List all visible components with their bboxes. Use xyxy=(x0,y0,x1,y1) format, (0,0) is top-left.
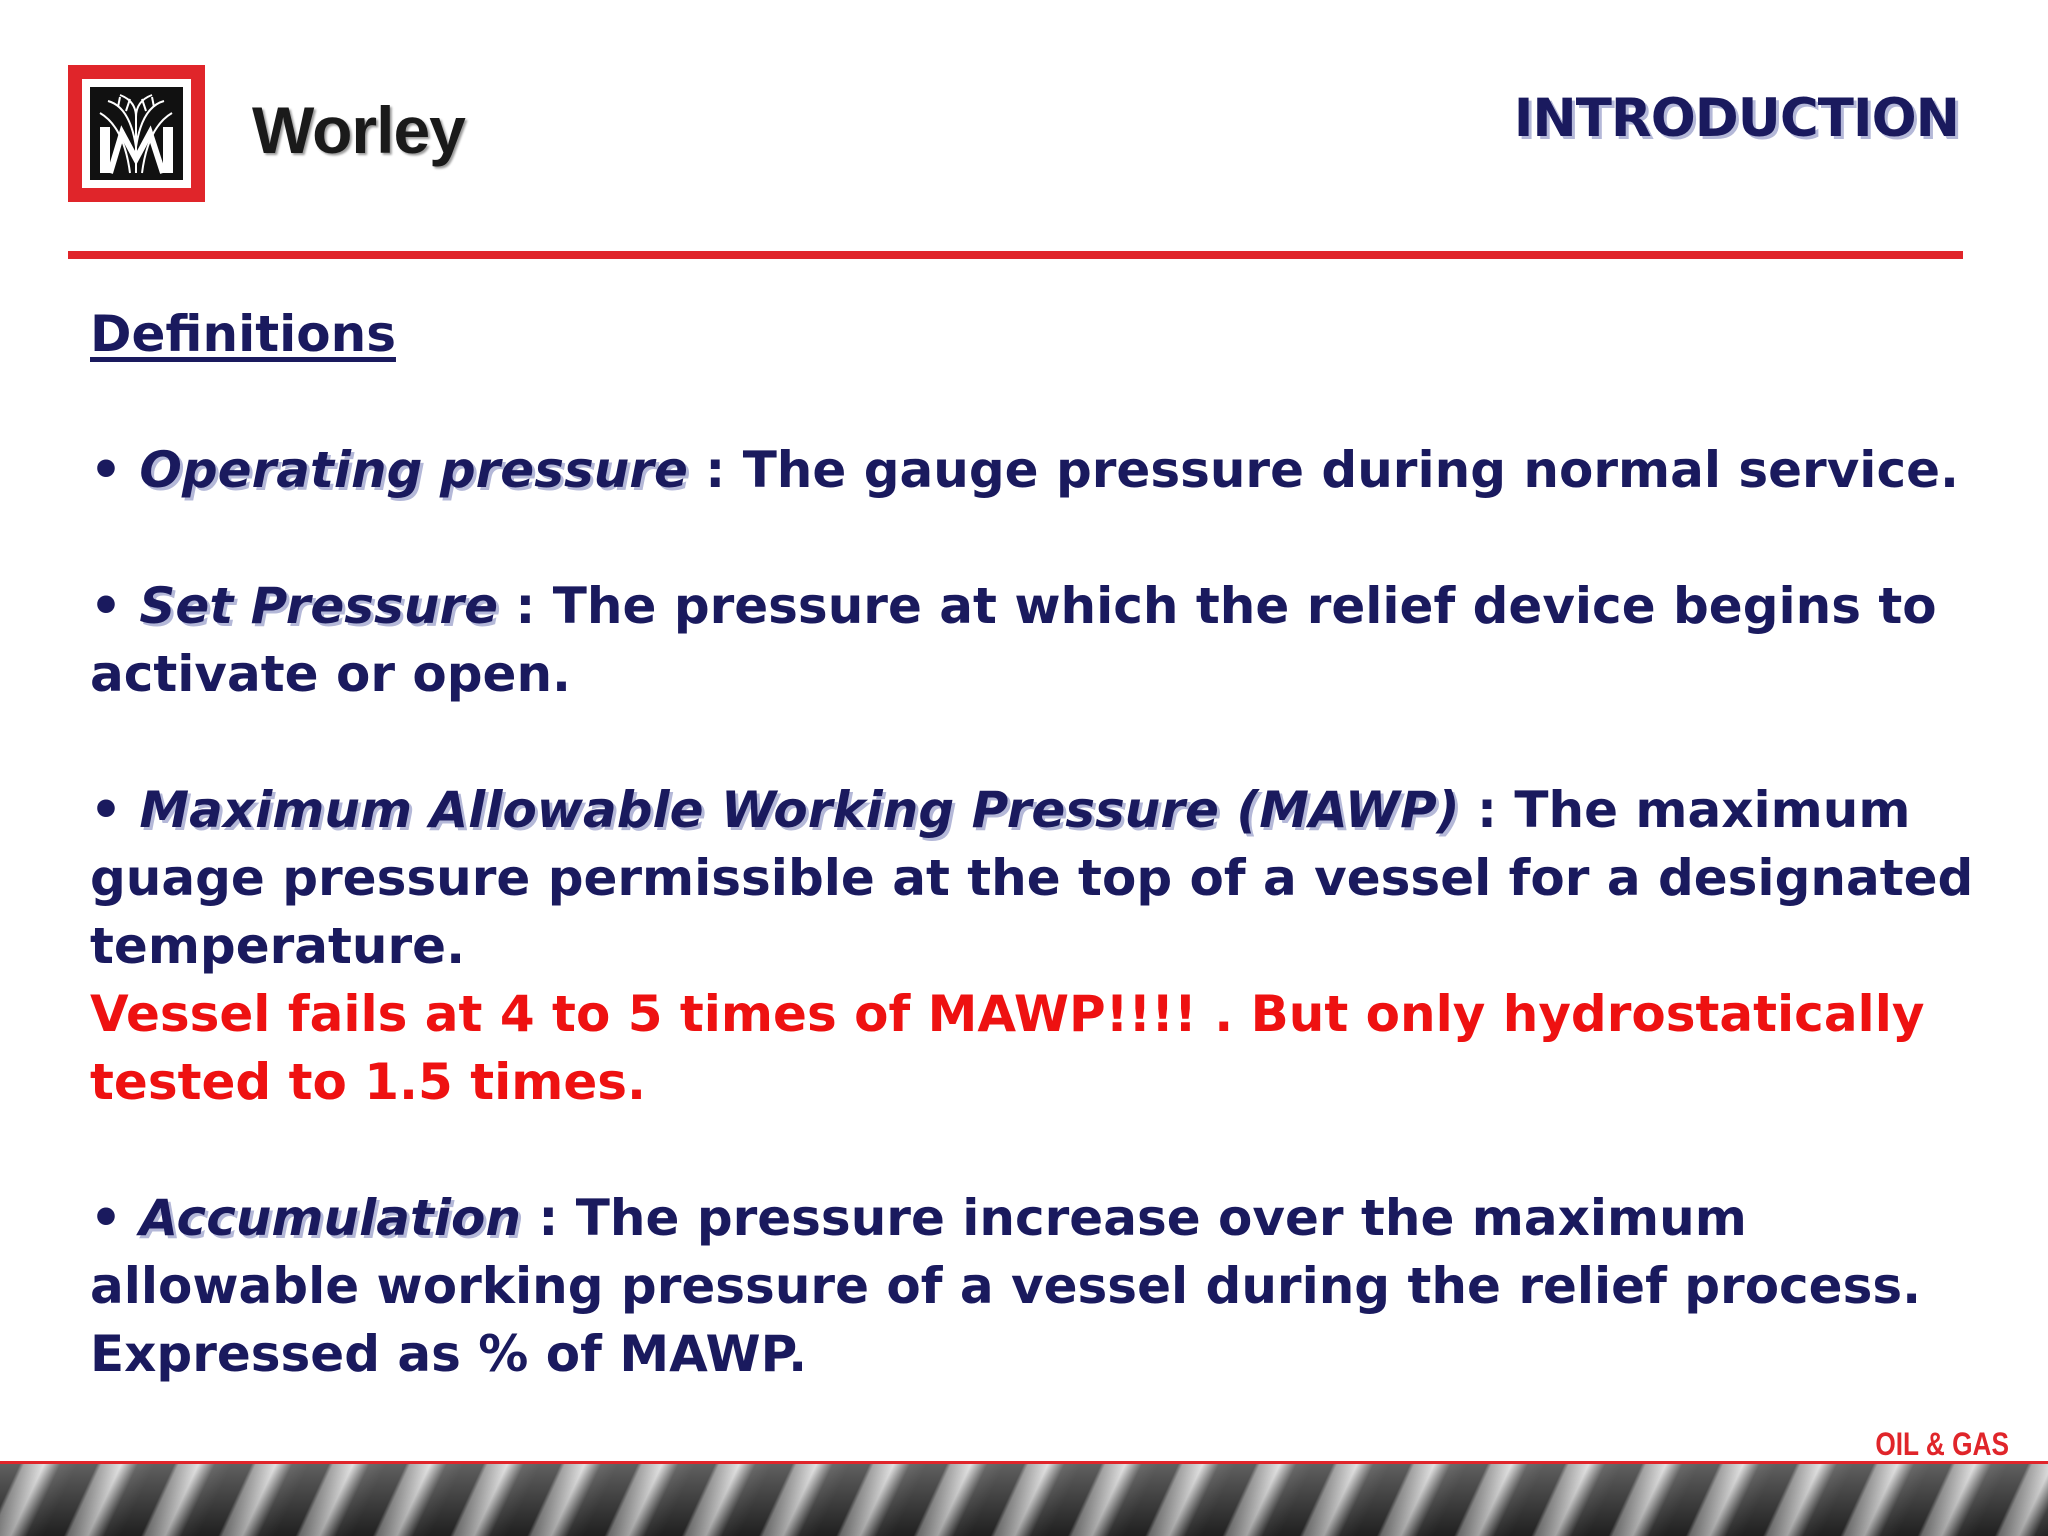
brand-name: Worley xyxy=(252,93,465,167)
term: Maximum Allowable Working Pressure (MAWP) xyxy=(139,781,1460,839)
fountain-logo-icon xyxy=(90,87,183,180)
footer-image-band xyxy=(0,1464,2048,1536)
definition-text: : The maximum guage pressure permissible at the top of a vessel for a designated temperature. xyxy=(90,781,1974,975)
slide-title: INTRODUCTION xyxy=(1513,88,1959,149)
term: Set Pressure xyxy=(139,577,498,635)
bullet: • xyxy=(90,577,122,635)
warning-text: Vessel fails at 4 to 5 times of MAWP!!!! . But only hydrostatically tested to 1.5 times. xyxy=(90,985,1925,1111)
logo-mark xyxy=(82,79,191,188)
definition-text: : The pressure increase over the maximum allowable working pressure of a vessel during the relief process. Expressed as % of MAWP. xyxy=(90,1189,1922,1383)
worley-logo xyxy=(68,65,205,202)
bullet: • xyxy=(90,781,122,839)
bullet: • xyxy=(90,1189,122,1247)
definition-mawp xyxy=(90,776,1990,1116)
definition-accumulation xyxy=(90,1184,1990,1388)
section-heading: Definitions xyxy=(90,305,396,363)
footer-tag: OIL & GAS xyxy=(1875,1426,2009,1462)
definition-text: : The pressure at which the relief device begins to activate or open. xyxy=(90,577,1937,703)
header-divider xyxy=(68,251,1963,259)
bullet: • xyxy=(90,441,122,499)
definition-text: : The gauge pressure during normal service. xyxy=(687,441,1959,499)
definition-operating-pressure xyxy=(90,436,1990,504)
definition-set-pressure xyxy=(90,572,1990,708)
term: Operating pressure xyxy=(139,441,688,499)
slide-content xyxy=(90,300,1990,1388)
term: Accumulation xyxy=(139,1189,521,1247)
